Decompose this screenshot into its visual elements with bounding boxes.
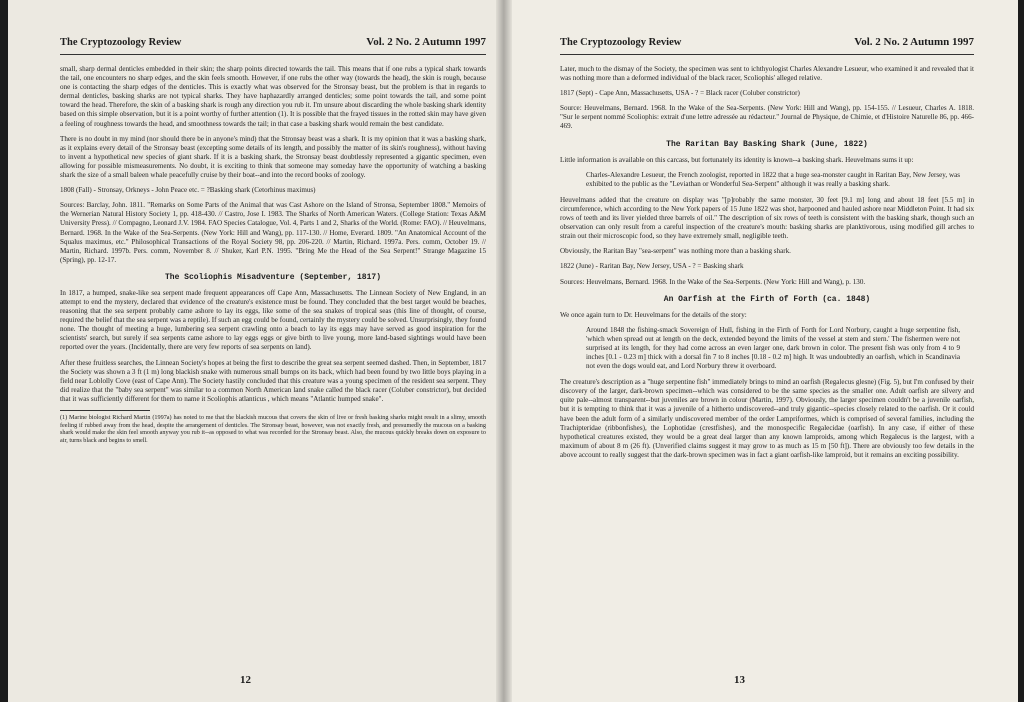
volume-label: Vol. 2 No. 2 Autumn 1997 (366, 36, 486, 48)
section-title: The Scoliophis Misadventure (September, 1817) (164, 272, 382, 282)
running-title: The Cryptozoology Review (560, 37, 682, 48)
section-title: The Raritan Bay Basking Shark (June, 1822) (666, 139, 868, 149)
sources-paragraph: Source: Heuvelmans, Bernard. 1968. In the Wake of the Sea-Serpents. (New York: Hill and Wang), pp. 154-155. // Lesueur, Charles A. 1818. "Sur le serpent nommé Scoliophis: extrait d'une lettre adressée au rédacteur." Journal de Physique, de Chimie, et d'Histoire Naturelle 86, pp. 466-469. (560, 104, 974, 131)
body-paragraph: Little information is available on this carcass, but fortunately its identity is known--a basking shark. Heuvelmans sums it up: (560, 155, 914, 164)
right-page (504, 0, 1018, 702)
sources-paragraph: Sources: Barclay, John. 1811. "Remarks on Some Parts of the Animal that was Cast Ashore on the Island of Stronsa, September 1808." Memoirs of the Wernerian Natural History Society 1, pp. 418-430. // Castro, Jose I. 1983. The Sharks of North American Waters. (College Station: Texas A&M University Press). // Compagno, Leonard J.V. 1984. FAO Species Catalogue, Vol. 4, Parts 1 and 2, Sharks of the World. (Rome: FAO). // Heuvelmans, Bernard. 1968. In the Wake of the Sea-Serpents. (New York: Hill and Wang), pp. 117-130. // Home, Everard. 1809. "An Anatomical Account of the Squalus maximus, etc." Philosophical Transactions of the Royal Society 98, pp. 206-220. // Martin, Richard. 1997a. Pers. comm, October 19. // Martin, Richard. 1997b. Pers. comm, November 8. // Shuker, Karl P.N. 1995. "Bring Me the Head of the Sea Serpent!" Strange Magazine 15 (Spring), pp. 12-17. (60, 201, 486, 264)
left-header (60, 26, 486, 48)
header-rule (60, 54, 486, 55)
page-number: 12 (240, 674, 251, 686)
case-entry: 1817 (Sept) - Cape Ann, Massachusetts, USA - ? = Black racer (Coluber constrictor) (560, 89, 800, 98)
section-title: An Oarfish at the Firth of Forth (ca. 1848) (663, 294, 871, 304)
body-paragraph: Obviously, the Raritan Bay "sea-serpent" was nothing more than a basking shark. (560, 247, 791, 256)
case-entry: 1808 (Fall) - Stronsay, Orkneys - John Peace etc. = ?Basking shark (Cetorhinus maximus) (60, 186, 316, 195)
page-number: 13 (734, 674, 745, 686)
body-paragraph: Heuvelmans added that the creature on display was "[p]robably the same monster, 30 feet [9.1 m] long and about 18 feet [5.5 m] in circumference, which according to the New York papers of 15 June 1822 was shot, harpooned and hauled ashore near Middleton Point. It had six rows of teeth and its liver yielded three barrels of oil." The description of six rows of teeth is consistent with the basking shark, though such an observation can only result from a careful inspection of the creature's mouth: basking sharks are planktivorous, using modified gill arches to strain out their microscopic food, so they have extremely small, negligible teeth. (560, 195, 974, 241)
right-header (560, 26, 974, 48)
left-page (8, 0, 504, 702)
volume-label: Vol. 2 No. 2 Autumn 1997 (854, 36, 974, 48)
block-quote: Around 1848 the fishing-smack Sovereign of Hull, fishing in the Firth of Forth for Lord Norbury, caught a huge serpentine fish, 'which when spread out at length on the deck, extended beyond the limits of the vessel at stem and stern.' The fishermen were not surprised at its length, for they had come across an even larger one, dark brown in color. The present fish was only from 4 to 9 inches [0.1 - 0.23 m] thick with a dorsal fin 7 to 8 inches [0.18 - 0.2 m] high. It was undoubtedly an oarfish, which in Scandinavia not even the dogs would eat, and Lord Norbury threw it overboard. (586, 325, 960, 371)
book-spine (496, 0, 512, 702)
body-paragraph: Later, much to the dismay of the Society, the specimen was sent to ichthyologist Charles Alexandre Lesueur, who examined it and revealed that it was nothing more than a deformed individual of the black racer, Scoliophis' alleged relative. (560, 65, 974, 83)
body-paragraph: There is no doubt in my mind (nor should there be in anyone's mind) that the Stronsay beast was a shark. It is my opinion that it was a basking shark, as it explains every detail of the Stronsay beast (excepting some details of its length, and possibly the matter of its skin's roughness), without having to invent a hypothetical new species of giant shark. If it is a basking shark, the Stronsay beast doubtlessly represented a gigantic specimen, even allowing for possible mismeasurements. No doubt, it is exciting to think that someone may someday have the opportunity of watching a basking shark the size of a small baleen whale peacefully cruise by their boat--and into the record books of zoology. (60, 134, 486, 180)
body-paragraph: The creature's description as a "huge serpentine fish" immediately brings to mind an oarfish (Regalecus glesne) (Fig. 5), but I'm confused by their discovery of the larger, dark-brown specimen--which was considered to be the same species as the smaller one. Adult oarfish are silvery and quite pale--almost transparent--but juveniles are brown in colour (Martin, 1997). Obviously, the larger specimen couldn't be a juvenile oarfish, but it is tempting to think that it was a juvenile of a hitherto undiscovered--and truly gigantic--species closely related to the oarfish. Or it could have been the adult form of a similarly undiscovered member of the order Lampriformes, which is comprised of several families, including the Trachipteridae (ribbonfishes), the Lophotidae (crestfishes), and the monospecific Regalecidae (oarfish). In any case, if either of these hypothetical creatures existed, they would be a great deal larger than any known lamproids, among which Regalecus is the largest, with a maximum of about 8 m (26 ft). (Unverified claims suggest it may grow to as much as 15 m [50 ft]). There are obviously too few details in the above account to really suggest that the dark-brown specimen was in fact a giant oarfish-like lamproid, but it remains an exciting possibility. (560, 378, 974, 459)
case-entry: 1822 (June) - Raritan Bay, New Jersey, USA - ? = Basking shark (560, 262, 744, 271)
header-rule (560, 54, 974, 55)
body-paragraph: small, sharp dermal denticles embedded in their skin; the sharp points directed towards the tail. This means that if one rubs a typical shark towards the tail, one encounters no sharp edges, and the skin feels smooth. However, if one rubs the other way (towards the head), the skin is rough, because one is contacting the sharp edges of the denticles. This is exactly what was observed for the Stronsay beast, but the problem is that in regards to dermal denticles, basking sharks are not typical sharks. They have haphazardly arranged denticles; some point towards the tail, and some point toward the head. Therefore, the skin of a basking shark is rough any direction you rub it. I'm unsure about discarding the whole basking shark identity based on this simple observation, but it is a point worthy of further attention (1). It is possible that the frayed tissues in the rotted skin may have given a feeling of roughness towards the head, and smoothness towards the tail; in that case a basking shark would remain the best candidate. (60, 65, 486, 128)
footnote-rule (60, 410, 150, 411)
running-title: The Cryptozoology Review (60, 37, 182, 48)
footnote: (1) Marine biologist Richard Martin (1997a) has noted to me that the blackish mucous that covers the skin of live or fresh basking sharks might result in a slimy, smooth feeling if rubbed away from the head, despite the arrangement of denticles. The Stronsay beast, however, was not exactly fresh, and presumedly the mucous on a basking shark would make the skin feel smooth anyway you rub it--as opposed to what was recorded for the Stronsay beast. Also, the mucous quickly breaks down on exposure to air, turns black and begins to smell. (60, 414, 486, 444)
body-paragraph: After these fruitless searches, the Linnean Society's hopes at being the first to describe the great sea serpent seemed dashed. Then, in September, 1817 the Society was shown a 3 ft (1 m) long blackish snake with numerous small bumps on its back, which had been found by two little boys playing in a field near Loblolly Cove (east of Cape Ann). The Society hastily concluded that this creature was a young specimen of the resident sea serpent. They did realize that the "baby sea serpent" was similar to a common North American land snake called the black racer (Coluber constrictor), but decided that it was sufficiently different for them to name it Scoliophis atlanticus , which means "Atlantic humped snake". (60, 358, 486, 403)
body-paragraph: In 1817, a humped, snake-like sea serpent made frequent appearances off Cape Ann, Massachusetts. The Linnean Society of New England, in an attempt to end the mystery, declared that evidence of the creature's existence must be found. They concluded that the best target would be beaches, reasoning that the sea serpent probably came ashore to lay its eggs, like some of the sea snakes of tropical seas (this line of thought, of course, required the belief that the sea serpent was a reptile). If such an egg could be found, certainly the mystery could be solved. Unsurprisingly, they found none. The thought of meeting a huge, lumbering sea serpent crawling onto a beach to lay its eggs may have served as good inspiration for the scientists' search, but surely if sea serpents came ashore to lay eggs eggs or give birth to live young, more land-based sightings would have been reported over the years. (Incidentally, there are very few reports of sea serpents on land). (60, 288, 486, 352)
body-paragraph: We once again turn to Dr. Heuvelmans for the details of the story: (560, 310, 747, 319)
block-quote: Charles-Alexandre Lesueur, the French zoologist, reported in 1822 that a huge sea-monster caught in Raritan Bay, New Jersey, was exhibited to the public as the "Leviathan or Wonderful Sea-Serpent" although it was really a basking shark. (586, 170, 960, 188)
sources-paragraph: Sources: Heuvelmans, Bernard. 1968. In the Wake of the Sea-Serpents. (New York: Hill and Wang), p. 130. (560, 277, 866, 286)
